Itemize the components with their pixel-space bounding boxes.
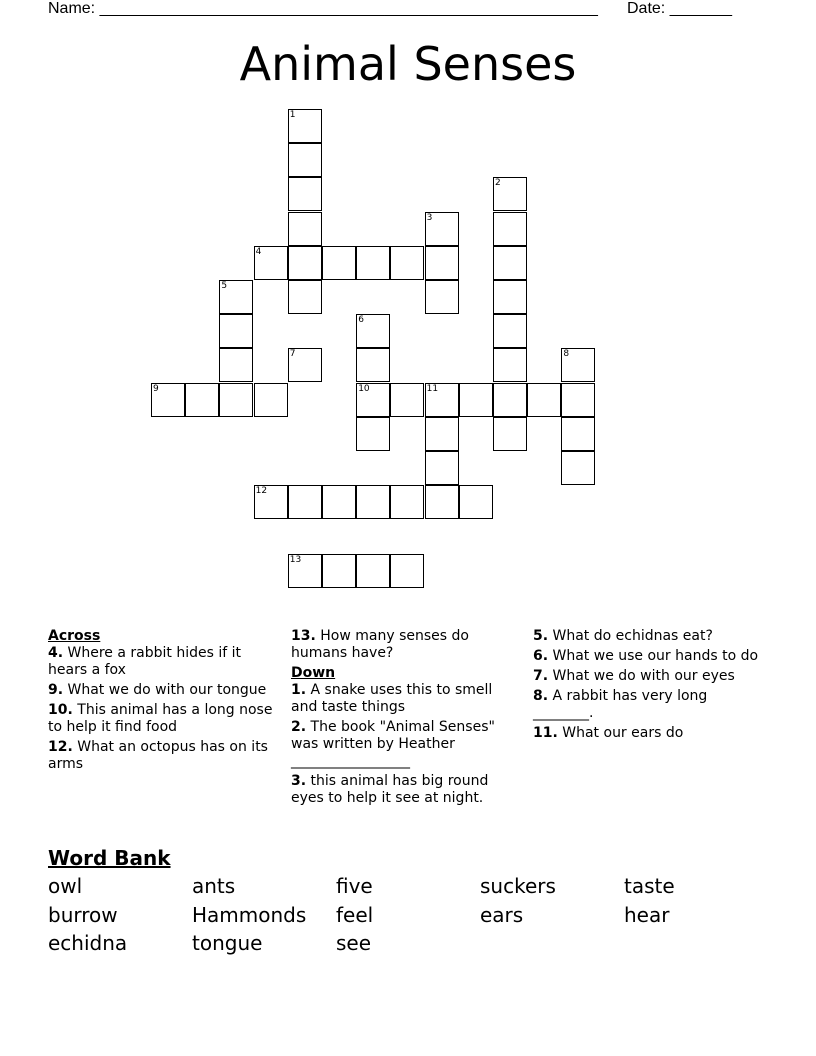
crossword-cell[interactable] — [459, 383, 493, 417]
crossword-cell[interactable] — [322, 485, 356, 519]
crossword-cell[interactable] — [425, 451, 459, 485]
clue — [291, 628, 517, 662]
clue-number-label: 7. — [533, 668, 549, 684]
clue — [533, 628, 759, 645]
crossword-cell[interactable] — [288, 212, 322, 246]
word-bank-item: burrow — [48, 903, 118, 927]
clue-text: What do echidnas eat? — [548, 628, 713, 644]
crossword-cell[interactable] — [219, 383, 253, 417]
crossword-cell[interactable] — [356, 246, 390, 280]
across-clues-list — [48, 645, 274, 773]
crossword-cell[interactable] — [425, 485, 459, 519]
word-bank-title: Word Bank — [48, 846, 171, 870]
clues-column-3 — [533, 628, 759, 745]
crossword-cell[interactable] — [390, 383, 424, 417]
clue — [533, 648, 759, 665]
crossword-cell[interactable] — [459, 485, 493, 519]
across-heading: Across — [48, 628, 101, 644]
word-bank-item: owl — [48, 874, 83, 898]
clue-number-label: 5. — [533, 628, 549, 644]
word-bank-item: hear — [624, 903, 670, 927]
clue-number: 6 — [358, 315, 364, 326]
clue-number: 13 — [289, 554, 302, 565]
word-bank-item: taste — [624, 874, 675, 898]
crossword-cell[interactable] — [390, 485, 424, 519]
clue — [533, 725, 759, 742]
clue-number: 4 — [255, 246, 262, 257]
word-bank-item: see — [336, 931, 372, 955]
clue-number: 5 — [221, 281, 228, 291]
crossword-cell[interactable] — [356, 417, 390, 451]
crossword-cell[interactable] — [425, 417, 459, 451]
clue-number: 3 — [426, 212, 433, 223]
clue — [533, 668, 759, 685]
clue-text: What we do with our eyes — [548, 668, 735, 684]
crossword-cell[interactable] — [254, 383, 288, 417]
crossword-cell[interactable] — [425, 383, 459, 417]
clue-text: What an octopus has on its arms — [48, 739, 268, 772]
word-bank-item: ears — [480, 903, 524, 927]
clue — [291, 719, 517, 770]
crossword-cell[interactable] — [288, 109, 322, 143]
clue-number-label: 4. — [48, 645, 64, 661]
crossword-cell[interactable] — [219, 348, 253, 382]
crossword-cell[interactable] — [356, 383, 390, 417]
crossword-cell[interactable] — [288, 485, 322, 519]
clue — [48, 702, 274, 736]
crossword-cell[interactable] — [493, 177, 527, 211]
clue-number: 1 — [289, 110, 296, 120]
clue-text: This animal has a long nose to help it find food — [48, 702, 273, 735]
crossword-cell[interactable] — [322, 554, 356, 588]
across-clues-list-continued — [291, 628, 517, 662]
clues-column-1 — [48, 628, 274, 776]
clue-text: Where a rabbit hides if it hears a fox — [48, 645, 241, 678]
crossword-cell[interactable] — [527, 383, 561, 417]
word-bank-item: echidna — [48, 931, 128, 955]
clue-number-label: 6. — [533, 648, 549, 664]
crossword-cell[interactable] — [425, 212, 459, 246]
clue-text: How many senses do humans have? — [291, 628, 469, 661]
clue — [48, 739, 274, 773]
clue-number: 11 — [426, 383, 439, 394]
crossword-cell[interactable] — [288, 143, 322, 177]
name-field-label: Name: ________________________________________________________ — [48, 0, 598, 17]
page-title: Animal Senses — [239, 37, 577, 91]
clue — [291, 773, 517, 807]
crossword-cell[interactable] — [493, 383, 527, 417]
clue-text: What we do with our tongue — [63, 682, 267, 698]
crossword-cell[interactable] — [561, 451, 595, 485]
clue — [533, 688, 759, 722]
down-heading: Down — [291, 665, 336, 681]
date-field-label: Date: _______ — [627, 0, 732, 17]
clue-text: A rabbit has very long ________. — [533, 688, 708, 721]
clue-number: 10 — [358, 383, 370, 394]
crossword-cell[interactable] — [185, 383, 219, 417]
clue-number: 12 — [255, 486, 268, 497]
crossword-cell[interactable] — [254, 485, 288, 519]
down-clues-list-continued — [533, 628, 759, 742]
crossword-cell[interactable] — [356, 348, 390, 382]
crossword-cell[interactable] — [493, 280, 527, 314]
clue-number: 8 — [563, 349, 570, 360]
clue-number: 9 — [153, 383, 159, 394]
crossword-cell[interactable] — [493, 314, 527, 348]
clue-text: this animal has big round eyes to help it see at night. — [291, 773, 489, 806]
word-bank-item: Hammonds — [192, 903, 307, 927]
clue-number-label: 9. — [48, 682, 64, 698]
crossword-cell[interactable] — [254, 246, 288, 280]
word-bank-item: five — [336, 874, 373, 898]
down-clues-list — [291, 682, 517, 807]
word-bank-item: suckers — [480, 874, 556, 898]
crossword-cell[interactable] — [288, 280, 322, 314]
crossword-cell[interactable] — [493, 246, 527, 280]
clue-number-label: 12. — [48, 739, 73, 755]
crossword-cell[interactable] — [322, 246, 356, 280]
crossword-cell[interactable] — [493, 417, 527, 451]
word-bank-item: tongue — [192, 931, 263, 955]
clue-text: A snake uses this to smell and taste things — [291, 682, 493, 715]
clue-number-label: 11. — [533, 725, 558, 741]
crossword-cell[interactable] — [219, 280, 253, 314]
clue-number-label: 2. — [291, 719, 307, 735]
crossword-cell[interactable] — [288, 246, 322, 280]
clue — [291, 682, 517, 716]
crossword-cell[interactable] — [151, 383, 185, 417]
clue-number-label: 1. — [291, 682, 307, 698]
word-bank-item: ants — [192, 874, 236, 898]
clue-text: What our ears do — [557, 725, 684, 741]
crossword-cell[interactable] — [219, 314, 253, 348]
clues-column-2 — [291, 628, 517, 810]
crossword-cell[interactable] — [356, 314, 390, 348]
crossword-cell[interactable] — [288, 348, 322, 382]
crossword-cell[interactable] — [493, 348, 527, 382]
clue-text: What we use our hands to do — [548, 648, 759, 664]
clue-number-label: 10. — [48, 702, 73, 718]
clue — [48, 645, 274, 679]
clue-number: 2 — [495, 178, 501, 189]
clue-number-label: 8. — [533, 688, 549, 704]
crossword-cell[interactable] — [288, 177, 322, 211]
crossword-cell[interactable] — [561, 383, 595, 417]
crossword-cell[interactable] — [493, 212, 527, 246]
crossword-cell[interactable] — [356, 554, 390, 588]
clue-text: The book "Animal Senses" was written by Heather _________________ — [291, 719, 495, 769]
clue-number: 7 — [289, 349, 296, 360]
crossword-cell[interactable] — [390, 246, 424, 280]
crossword-cell[interactable] — [288, 554, 322, 588]
crossword-cell[interactable] — [425, 246, 459, 280]
crossword-cell[interactable] — [425, 280, 459, 314]
word-bank-item: feel — [336, 903, 374, 927]
crossword-cell[interactable] — [561, 417, 595, 451]
clue-number-label: 3. — [291, 773, 307, 789]
clue-number-label: 13. — [291, 628, 316, 644]
clue — [48, 682, 274, 699]
crossword-cell[interactable] — [356, 485, 390, 519]
crossword-cell[interactable] — [390, 554, 424, 588]
crossword-cell[interactable] — [561, 348, 595, 382]
